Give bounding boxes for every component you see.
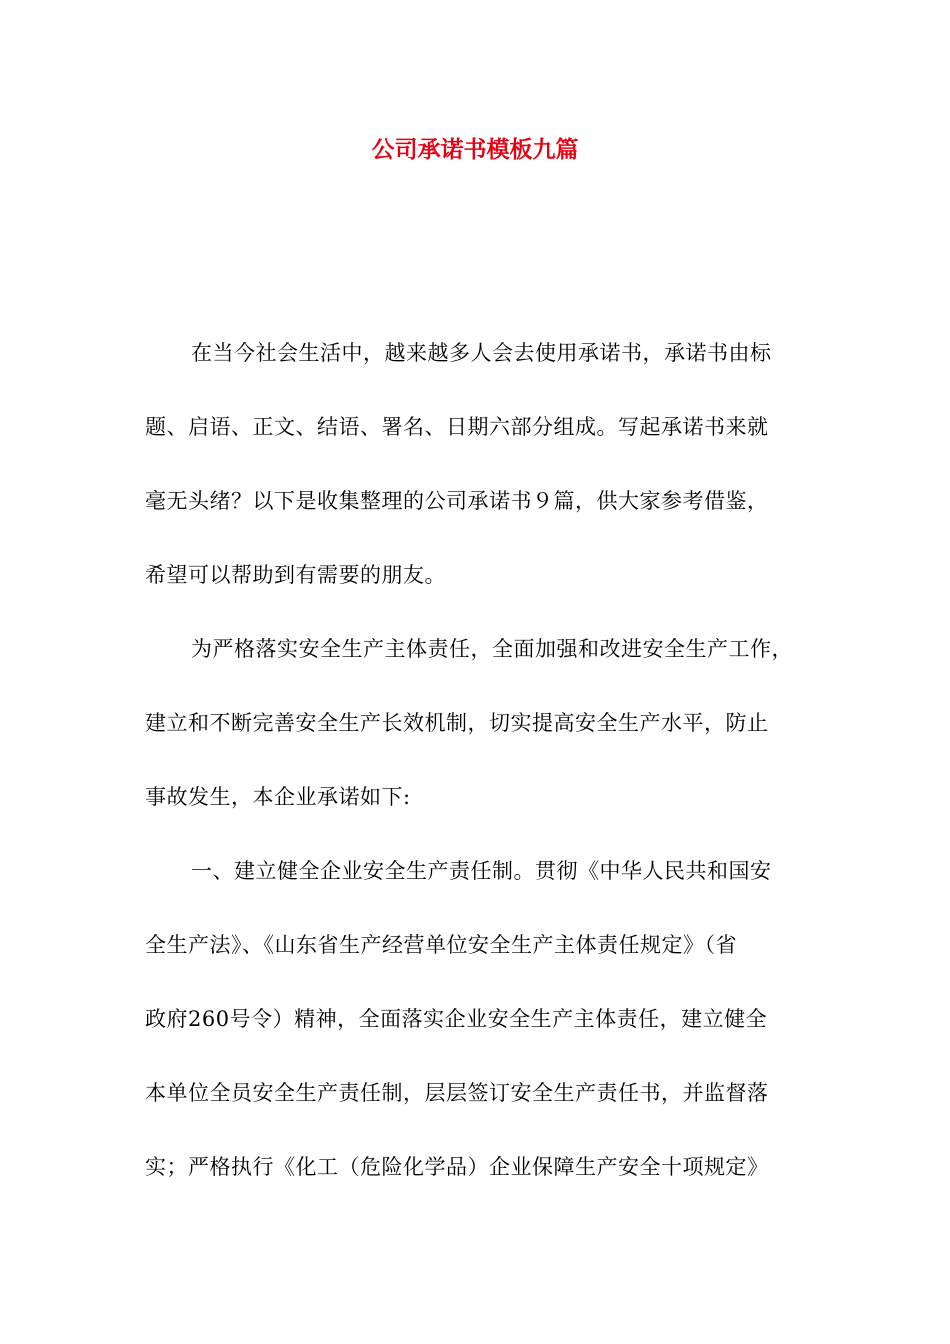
text-line: 建立和不断完善安全生产长效机制，切实提高安全生产水平，防止 xyxy=(145,711,769,735)
text-line: 一、建立健全企业安全生产责任制。贯彻《中华人民共和国安 xyxy=(191,859,772,883)
text-line: 在当今社会生活中，越来越多人会去使用承诺书，承诺书由标 xyxy=(191,341,772,365)
paragraph-item-one xyxy=(145,834,805,1204)
document-body xyxy=(145,316,805,1204)
paragraph-intro xyxy=(145,316,805,612)
text-line: 毫无头绪？以下是收集整理的公司承诺书９篇，供大家参考借鉴， xyxy=(145,489,769,513)
text-line: 政府260号令）精神，全面落实企业安全生产主体责任，建立健全 xyxy=(145,1007,768,1031)
text-line: 事故发生，本企业承诺如下: xyxy=(145,785,411,809)
text-line: 为严格落实安全生产主体责任，全面加强和改进安全生产工作， xyxy=(191,637,793,661)
paragraph-purpose xyxy=(145,612,805,834)
document-title: 公司承诺书模板九篇 xyxy=(371,136,579,163)
text-line: 实；严格执行《化工（危险化学品）企业保障生产安全十项规定》 xyxy=(145,1155,769,1179)
text-line: 本单位全员安全生产责任制，层层签订安全生产责任书，并监督落 xyxy=(145,1081,769,1105)
text-line: 题、启语、正文、结语、署名、日期六部分组成。写起承诺书来就 xyxy=(145,415,769,439)
text-line: 全生产法》、《山东省生产经营单位安全生产主体责任规定》（省 xyxy=(145,933,737,957)
text-line: 希望可以帮助到有需要的朋友。 xyxy=(145,563,446,587)
